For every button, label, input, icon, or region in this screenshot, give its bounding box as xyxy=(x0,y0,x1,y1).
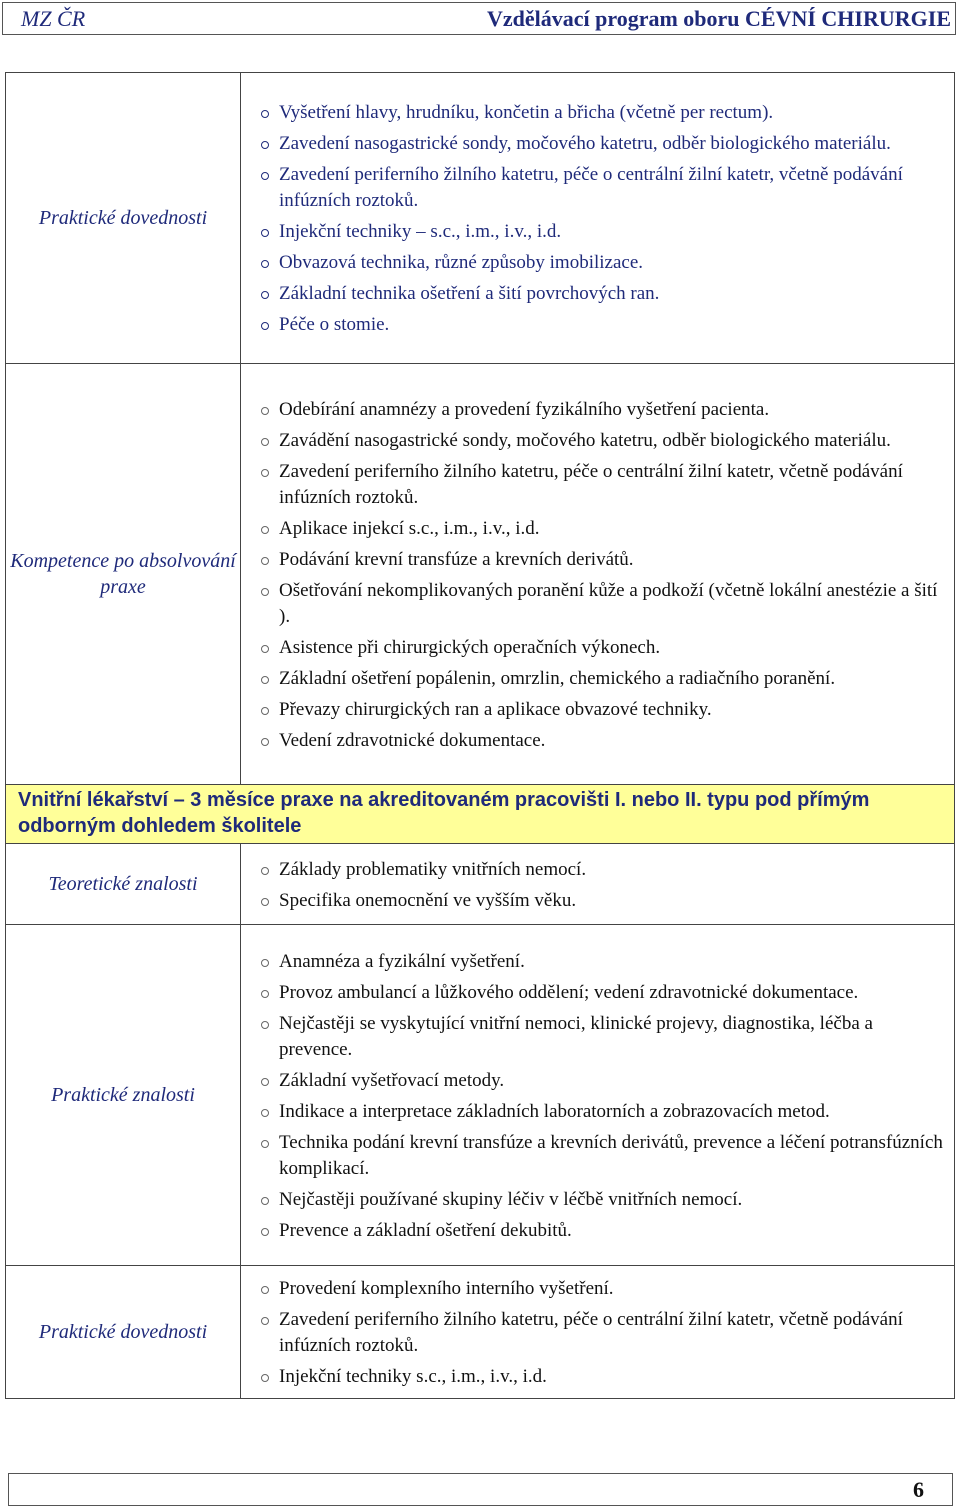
list-item xyxy=(249,281,946,307)
list-item xyxy=(249,1187,946,1213)
list-item-text: Prevence a základní ošetření dekubitů. xyxy=(279,1219,572,1241)
list-item-text: Specifika onemocnění ve vyšším věku. xyxy=(279,889,577,911)
list-item-text: Nejčastěji používané skupiny léčiv v léčbě vnitřních nemocí. xyxy=(279,1188,743,1210)
bullet-icon xyxy=(261,557,269,565)
bullet-icon xyxy=(261,1197,269,1205)
page-footer xyxy=(8,1473,953,1506)
list-item xyxy=(249,1011,946,1063)
page-number: 6 xyxy=(913,1477,924,1502)
bullet-icon xyxy=(261,438,269,446)
bullet-list xyxy=(249,100,946,338)
row-content xyxy=(241,1266,955,1399)
table-row xyxy=(6,1266,955,1399)
table-row xyxy=(6,364,955,785)
bullet-icon xyxy=(261,291,269,299)
bullet-icon xyxy=(261,707,269,715)
section-title: Vnitřní lékařství – 3 měsíce praxe na akreditovaném pracovišti I. nebo II. typu pod přímým odborným dohledem školitele xyxy=(6,785,955,844)
bullet-icon xyxy=(261,588,269,596)
bullet-icon xyxy=(261,1078,269,1086)
list-item-text: Injekční techniky s.c., i.m., i.v., i.d. xyxy=(279,1366,547,1387)
list-item-text: Injekční techniky – s.c., i.m., i.v., i.d. xyxy=(279,221,562,242)
list-item xyxy=(249,1068,946,1094)
list-item-text: Vyšetření hlavy, hrudníku, končetin a břicha (včetně per rectum). xyxy=(279,102,774,123)
list-item-text: Základní vyšetřovací metody. xyxy=(279,1069,505,1091)
list-item-text: Anamnéza a fyzikální vyšetření. xyxy=(279,950,525,972)
list-item-text: Základy problematiky vnitřních nemocí. xyxy=(279,858,587,880)
list-item-text: Vedení zdravotnické dokumentace. xyxy=(279,729,546,751)
list-item xyxy=(249,162,946,214)
list-item-text: Provedení komplexního interního vyšetření. xyxy=(279,1278,614,1299)
list-item xyxy=(249,459,946,511)
list-item-text: Zavádění nasogastrické sondy, močového katetru, odběr biologického materiálu. xyxy=(279,429,891,451)
list-item xyxy=(249,547,946,573)
bullet-icon xyxy=(261,1374,269,1382)
bullet-icon xyxy=(261,141,269,149)
bullet-icon xyxy=(261,110,269,118)
table-row xyxy=(6,73,955,364)
bullet-icon xyxy=(261,867,269,875)
list-item-text: Asistence při chirurgických operačních výkonech. xyxy=(279,636,661,658)
list-item xyxy=(249,397,946,423)
bullet-icon xyxy=(261,676,269,684)
bullet-icon xyxy=(261,1109,269,1117)
bullet-icon xyxy=(261,229,269,237)
bullet-icon xyxy=(261,645,269,653)
list-item xyxy=(249,728,946,754)
list-item xyxy=(249,949,946,975)
bullet-list xyxy=(249,949,946,1244)
list-item-text: Zavedení periferního žilního katetru, péče o centrální žilní katetr, včetně podávání infúzních roztoků. xyxy=(279,1309,903,1356)
list-item-text: Péče o stomie. xyxy=(279,314,390,335)
row-content xyxy=(241,73,955,364)
list-item-text: Odebírání anamnézy a provedení fyzikálního vyšetření pacienta. xyxy=(279,398,770,420)
list-item xyxy=(249,578,946,630)
row-label: Kompetence po absolvování praxe xyxy=(6,364,241,785)
row-content xyxy=(241,925,955,1266)
bullet-list xyxy=(249,397,946,754)
list-item xyxy=(249,980,946,1006)
row-content xyxy=(241,364,955,785)
row-label: Praktické dovednosti xyxy=(6,1266,241,1399)
table-row xyxy=(6,844,955,925)
list-item-text: Technika podání krevní transfúze a krevních derivátů, prevence a léčení potransfúzních komplikací. xyxy=(279,1131,943,1179)
bullet-icon xyxy=(261,990,269,998)
bullet-list xyxy=(249,857,946,914)
list-item-text: Základní technika ošetření a šití povrchových ran. xyxy=(279,283,660,304)
list-item-text: Základní ošetření popálenin, omrzlin, chemického a radiačního poranění. xyxy=(279,667,836,689)
list-item-text: Obvazová technika, různé způsoby imobilizace. xyxy=(279,252,644,273)
header-title: Vzdělávací program oboru CÉVNÍ CHIRURGIE xyxy=(486,6,951,31)
list-item xyxy=(249,131,946,157)
bullet-icon xyxy=(261,407,269,415)
list-item xyxy=(249,1307,946,1359)
section-header-row xyxy=(6,785,955,844)
bullet-icon xyxy=(261,260,269,268)
bullet-icon xyxy=(261,738,269,746)
list-item xyxy=(249,100,946,126)
list-item-text: Zavedení periferního žilního katetru, péče o centrální žilní katetr, včetně podávání infúzních roztoků. xyxy=(279,164,903,211)
list-item-text: Zavedení nasogastrické sondy, močového katetru, odběr biologického materiálu. xyxy=(279,133,891,154)
list-item-text: Indikace a interpretace základních laboratorních a zobrazovacích metod. xyxy=(279,1100,830,1122)
bullet-icon xyxy=(261,1140,269,1148)
list-item xyxy=(249,1099,946,1125)
bullet-icon xyxy=(261,1286,269,1294)
list-item-text: Provoz ambulancí a lůžkového oddělení; vedení zdravotnické dokumentace. xyxy=(279,981,859,1003)
bullet-icon xyxy=(261,959,269,967)
list-item xyxy=(249,666,946,692)
list-item xyxy=(249,516,946,542)
bullet-icon xyxy=(261,1317,269,1325)
list-item xyxy=(249,857,946,883)
list-item xyxy=(249,312,946,338)
list-item xyxy=(249,219,946,245)
list-item xyxy=(249,428,946,454)
list-item-text: Podávání krevní transfúze a krevních derivátů. xyxy=(279,548,634,570)
table-row xyxy=(6,925,955,1266)
row-label: Teoretické znalosti xyxy=(6,844,241,925)
list-item xyxy=(249,1364,946,1390)
bullet-icon xyxy=(261,1021,269,1029)
curriculum-table xyxy=(5,72,955,1399)
list-item xyxy=(249,1218,946,1244)
list-item-text: Ošetřování nekomplikovaných poranění kůže a podkoží (včetně lokální anestézie a šití ). xyxy=(279,579,938,627)
list-item xyxy=(249,888,946,914)
list-item-text: Nejčastěji se vyskytující vnitřní nemoci, klinické projevy, diagnostika, léčba a prevence. xyxy=(279,1012,873,1060)
list-item xyxy=(249,635,946,661)
list-item xyxy=(249,1130,946,1182)
bullet-icon xyxy=(261,469,269,477)
row-label: Praktické znalosti xyxy=(6,925,241,1266)
list-item-text: Aplikace injekcí s.c., i.m., i.v., i.d. xyxy=(279,517,540,539)
header-ministry: MZ ČR xyxy=(21,6,86,31)
bullet-icon xyxy=(261,322,269,330)
list-item xyxy=(249,250,946,276)
row-content xyxy=(241,844,955,925)
list-item xyxy=(249,697,946,723)
bullet-icon xyxy=(261,172,269,180)
list-item-text: Převazy chirurgických ran a aplikace obvazové techniky. xyxy=(279,698,712,720)
list-item-text: Zavedení periferního žilního katetru, péče o centrální žilní katetr, včetně podávání infúzních roztoků. xyxy=(279,460,903,508)
bullet-icon xyxy=(261,526,269,534)
row-label: Praktické dovednosti xyxy=(6,73,241,364)
bullet-icon xyxy=(261,898,269,906)
page-header xyxy=(2,2,956,35)
list-item xyxy=(249,1276,946,1302)
bullet-icon xyxy=(261,1228,269,1236)
bullet-list xyxy=(249,1276,946,1390)
